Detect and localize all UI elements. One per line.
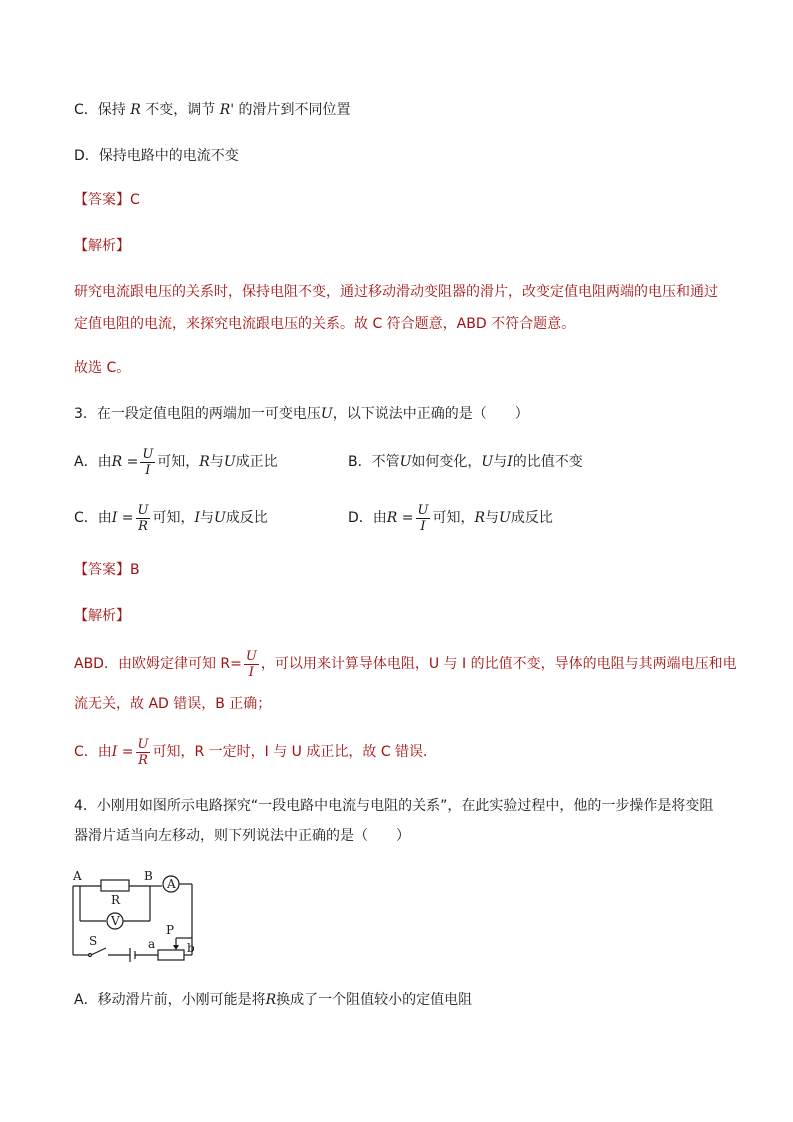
label-a-end: a	[148, 937, 156, 951]
fraction: $\frac{U}{I}$	[245, 648, 257, 680]
q2-analysis-line-2: 定值电阻的电流，来探究电流跟电压的关系。故 C 符合题意，ABD 不符合题意。	[74, 316, 576, 332]
q3-analysis-line-3: C．由I = $\frac{U}{R}$ 可知，R 一定时，I 与 U 成正比，故 C 错误．	[74, 736, 438, 768]
q3-answer	[74, 560, 140, 580]
label-r: R	[111, 893, 121, 907]
circuit-diagram	[66, 866, 226, 966]
q3-option-c: C．由I = $\frac{U}{R}$ 可知，I与U成反比	[74, 502, 268, 534]
answer-value: C	[130, 192, 140, 208]
fraction: $\frac{U}{I}$	[142, 446, 154, 478]
answer-value: B	[130, 562, 140, 578]
q4-stem-line-2: 器滑片适当向左移动，则下列说法中正确的是（ ）	[74, 828, 410, 844]
q2-answer	[74, 190, 140, 210]
q4-option-a: A．移动滑片前，小刚可能是将R换成了一个阻值较小的定值电阻	[74, 992, 473, 1008]
label-b-end: b	[187, 941, 195, 955]
label-b-node: B	[144, 869, 153, 883]
label-voltmeter: V	[111, 914, 120, 928]
q3-stem: 3．在一段定值电阻的两端加一可变电压U，以下说法中正确的是（ ）	[74, 406, 529, 422]
q3-analysis-line-2: 流无关，故 AD 错误，B 正确；	[74, 696, 272, 712]
q2-analysis-line-1: 研究电流跟电压的关系时，保持电阻不变，通过移动滑动变阻器的滑片，改变定值电阻两端的电压和通过	[74, 284, 718, 300]
q4-stem-line-1: 4．小刚用如图所示电路探究“一段电路中电流与电阻的关系”，在此实验过程中，他的一步操作是将变阻	[74, 798, 714, 814]
q2-option-c: C．保持 R 不变，调节 R' 的滑片到不同位置	[74, 102, 351, 118]
q2-option-d: D．保持电路中的电流不变	[74, 148, 239, 164]
q3-option-a: A．由R = $\frac{U}{I}$ 可知，R与U成正比	[74, 446, 278, 478]
label-p: P	[166, 923, 175, 937]
answer-tag: 【答案】	[74, 562, 130, 578]
q3-analysis-line-1: ABD．由欧姆定律可知 R= $\frac{U}{I}$ ，可以用来计算导体电阻，U 与 I 的比值不变，导体的电阻与其两端电压和电	[74, 648, 737, 680]
label-a-node: A	[73, 869, 82, 883]
rheostat	[158, 950, 184, 960]
label-ammeter: A	[167, 877, 176, 891]
q3-option-d: D．由R = $\frac{U}{I}$ 可知，R与U成反比	[348, 502, 553, 534]
resistor-r	[101, 880, 129, 891]
q2-analysis-line-3: 故选 C。	[74, 360, 131, 376]
switch-s	[91, 948, 106, 955]
q2-analysis-tag: 【解析】	[74, 238, 130, 254]
q3-option-b: B．不管U如何变化，U与I的比值不变	[348, 454, 583, 470]
fraction: $\frac{U}{R}$	[137, 502, 149, 534]
slider-arrow-icon	[173, 945, 179, 950]
fraction: $\frac{U}{I}$	[417, 502, 429, 534]
label-switch: S	[89, 934, 98, 948]
q3-analysis-tag: 【解析】	[74, 608, 130, 624]
fraction: $\frac{U}{R}$	[137, 736, 149, 768]
answer-tag: 【答案】	[74, 192, 130, 208]
